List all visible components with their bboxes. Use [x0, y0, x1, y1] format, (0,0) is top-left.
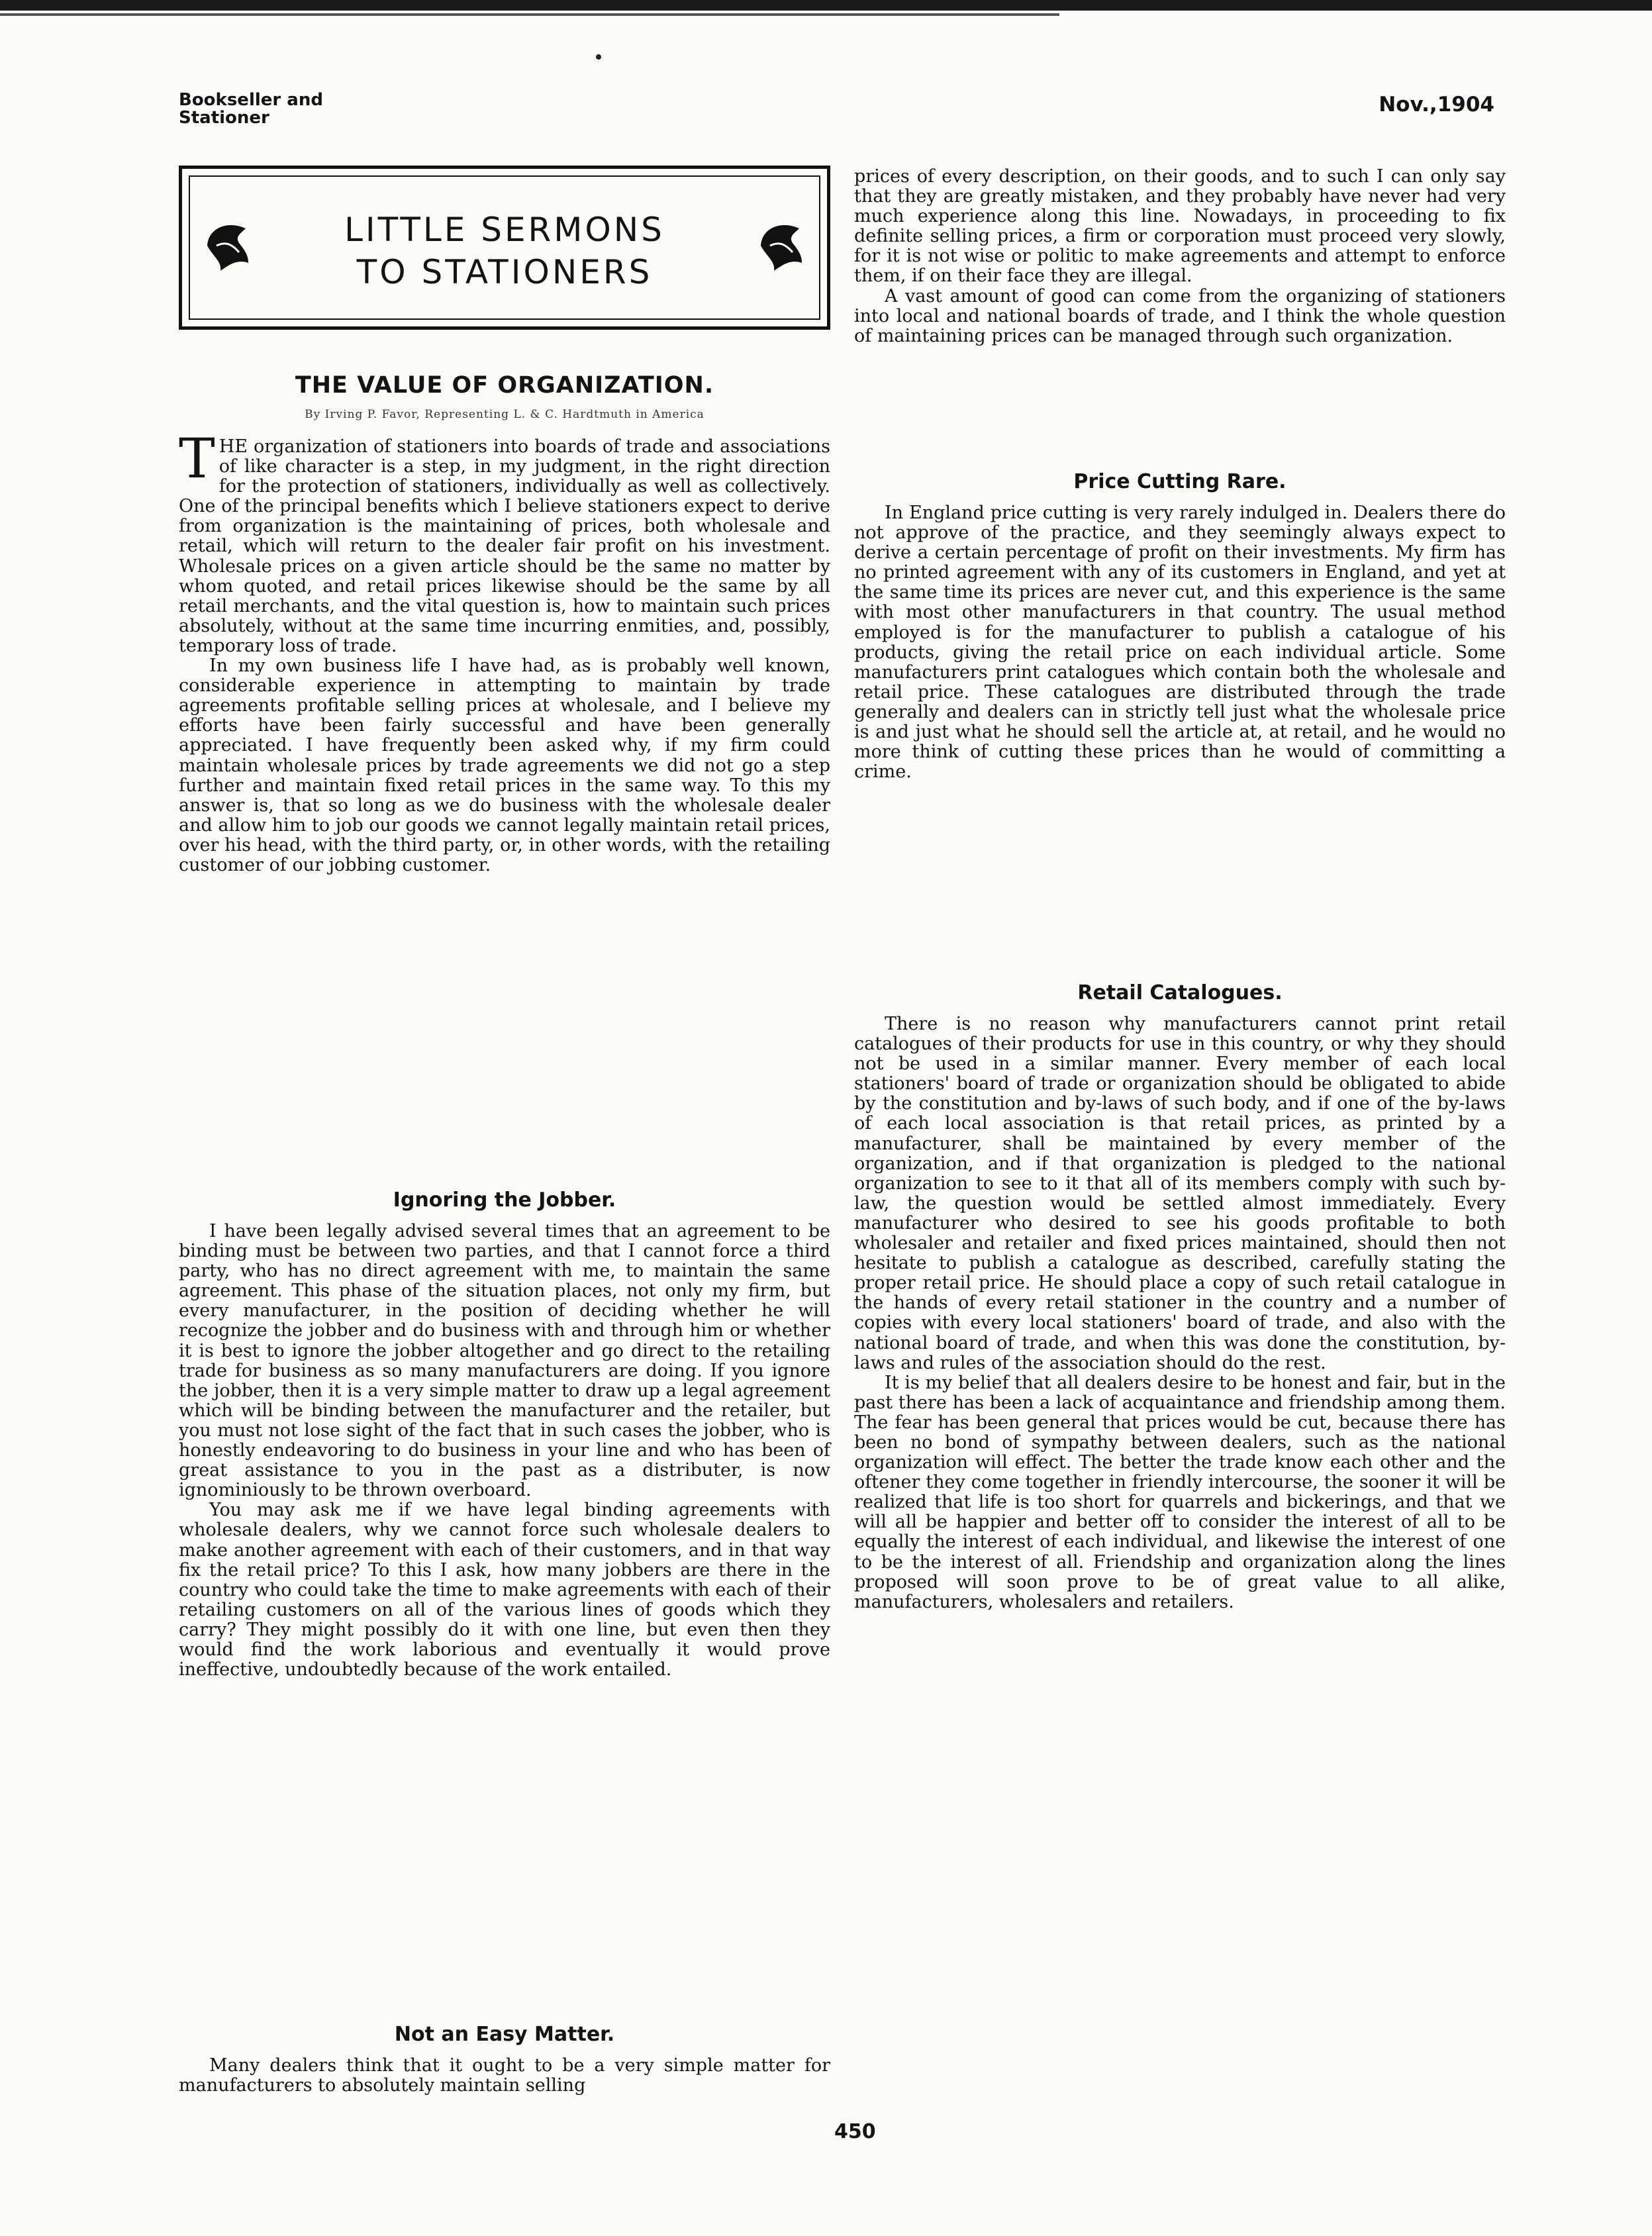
banner-title — [182, 209, 827, 293]
not-easy-text — [179, 2056, 830, 2096]
subhead-price-cutting-rare: Price Cutting Rare. — [1073, 470, 1287, 493]
banner-title-line1: LITTLE SERMONS — [344, 211, 665, 249]
leaf-ornament-icon — [755, 219, 807, 275]
paragraph: There is no reason why manufacturers cannot print retail catalogues of their products for use in this country, or why they should not be used in a similar manner. Every member of each local stationers' board of trade or organization should be obligated to abide by the constitution and by-laws of such body, and if one of the by-laws of each local association is that retail prices, as printed by a manufacturer, shall be maintained by every member of the organization, and if that organization is pledged to the national organization to see to it that all of its members comply with such by-law, the question would be settled almost immediately. Every manufacturer who desired to see his goods profitable to both wholesaler and retailer and fixed prices maintained, should then not hesitate to publish a catalogue as described, carefully stating the proper retail price. He should place a copy of such retail catalogue in the hands of every retail stationer in the country and a number of copies with every local stationers' board of trade, and also with the national board of trade, and when this was done the constitution, by-laws and rules of the association should do the rest. — [854, 1014, 1506, 1373]
paragraph: A vast amount of good can come from the organizing of stationers into local and national boards of trade, and I think the whole question of maintaining prices can be managed through such organization. — [854, 285, 1506, 346]
paragraph: You may ask me if we have legal binding agreements with wholesale dealers, why we cannot force such wholesale dealers to make another agreement with each of their customers, and in that way fix the retail price? To this I ask, how many jobbers are there in the country who could take the time to make agreements with each of their retailing customers on all of the various lines of goods which they carry? They might possibly do it with one line, but even then they would find the work laborious and eventually it would prove ineffective, undoubtedly because of the work entailed. — [179, 1500, 830, 1680]
paragraph: In England price cutting is very rarely indulged in. Dealers there do not approve of the practice, and they seemingly always expect to derive a certain percentage of profit on their investments. My firm has no printed agreement with any of its customers in England, and yet at the same time its prices are never cut, and this experience is the same with most other manufacturers in that country. The usual method employed is for the manufacturer to publish a catalogue of his products, giving the retail price on each individual article. Some manufacturers print catalogues which contain both the wholesale and retail price. These catalogues are distributed through the trade generally and dealers can in strictly tell just what the wholesale price is and just what he should sell the article at, at retail, and he would no more think of cutting these prices than he would of committing a crime. — [854, 503, 1506, 783]
publication-name — [179, 91, 323, 127]
issue-date: Nov.,1904 — [1379, 93, 1494, 117]
article-title: THE VALUE OF ORGANIZATION. — [295, 372, 714, 399]
page-number: 450 — [834, 2120, 876, 2143]
subhead-not-easy-matter: Not an Easy Matter. — [394, 2023, 615, 2046]
left-intro-text — [179, 428, 830, 875]
top-border-rule — [0, 0, 1652, 11]
top-border-rule-secondary — [0, 13, 1059, 16]
paragraph-opening-text: HE organization of stationers into boards of trade and associations of like character is a step, in my judgment, in the right direction for the protection of stationers, individually as well as collectively. One of the principal benefits which I believe stationers expect to derive from organization is the maintaining of prices, both wholesale and retail, which will return to the dealer fair profit on his investment. Wholesale prices on a given article should be the same no matter by whom quoted, and retail prices likewise should be the same by all retail merchants, and the vital question is, how to maintain such prices absolutely, without at the same time incurring enmities, and, possibly, temporary loss of trade. — [179, 436, 830, 656]
article-byline: By Irving P. Favor, Representing L. & C. Hardtmuth in America — [305, 408, 705, 421]
paragraph: It is my belief that all dealers desire to be honest and fair, but in the past there has been a lack of acquaintance and friendship among them. The fear has been general that prices would be cut, because there has been no bond of sympathy between dealers, such as the national organization will effect. The better the trade know each other and the oftener they come together in friendly intercourse, the sooner it will be realized that life is too short for quarrels and bickerings, and that we will all be happier and better off to consider the interest of all to be equally the interest of each individual, and likewise the interest of one to be the interest of all. Friendship and organization along the lines proposed will soon prove to be of great value to all alike, manufacturers, wholesalers and retailers. — [854, 1372, 1506, 1612]
retail-catalogues-text — [854, 1014, 1506, 1612]
publication-name-line2: Stationer — [179, 108, 269, 128]
column-banner — [179, 166, 830, 330]
paragraph: I have been legally advised several times that an agreement to be binding must be between two parties, and that I cannot force a third party, who has no direct agreement with me, to maintain the same agreement. This phase of the situation places, not only my firm, but every manufacturer, in the position of deciding whether he will recognize the jobber and do business with and through him or whether it is best to ignore the jobber altogether and go direct to the retailing trade for business as so many manufacturers are doing. If you ignore the jobber, then it is a very simple matter to draw up a legal agreement which will be binding between the manufacturer and the retailer, but you must not lose sight of the fact that in such cases the jobber, who is honestly endeavoring to do business in your line and who has been of great assistance to you in the past as a distributer, is now ignominiously to be thrown overboard. — [179, 1221, 830, 1501]
paragraph-continued: prices of every description, on their goods, and to such I can only say that they are greatly mistaken, and they probably have never had very much experience along this line. Nowadays, in proceeding to fix definite selling prices, a firm or corporation must proceed very slowly, for it is not wise or politic to make agreements and attempt to enforce them, if on their face they are illegal. — [854, 166, 1506, 287]
banner-title-line2: TO STATIONERS — [356, 253, 653, 291]
publication-name-line1: Bookseller and — [179, 90, 323, 110]
paragraph-opening — [179, 428, 830, 656]
paragraph: Many dealers think that it ought to be a very simple matter for manufacturers to absolutely maintain selling — [179, 2055, 830, 2096]
paragraph: In my own business life I have had, as is probably well known, considerable experience in attempting to maintain by trade agreements profitable selling prices at wholesale, and I believe my efforts have been fairly successful and have been generally appreciated. I have frequently been asked why, if my firm could maintain wholesale prices by trade agreements we did not go a step further and maintain fixed retail prices in the same way. To this my answer is, that so long as we do business with the wholesale dealer and allow him to job our goods we cannot legally maintain retail prices, over his head, with the third party, or, in other words, with the retailing customer of our jobbing customer. — [179, 656, 830, 875]
right-intro-text — [854, 167, 1506, 346]
drop-cap: T — [179, 428, 215, 491]
subhead-ignoring-jobber: Ignoring the Jobber. — [393, 1189, 616, 1212]
jobber-section-text — [179, 1222, 830, 1680]
subhead-retail-catalogues: Retail Catalogues. — [1077, 981, 1283, 1004]
price-cutting-text — [854, 503, 1506, 782]
print-speck — [596, 54, 601, 60]
